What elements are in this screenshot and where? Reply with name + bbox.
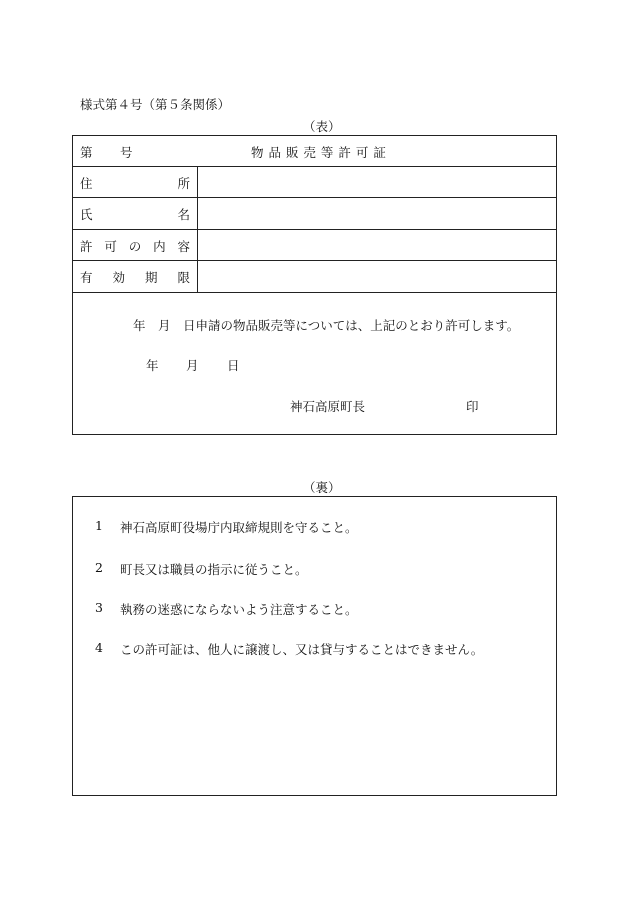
address-label-right: 所 <box>177 176 190 191</box>
name-label <box>80 205 190 223</box>
label-char: 効 <box>112 270 125 285</box>
date-year: 年 <box>146 358 159 373</box>
permit-statement: 年 月 日申請の物品販売等については、上記のとおり許可します。 <box>133 318 520 333</box>
name-label-left: 氏 <box>80 207 93 222</box>
label-char: の <box>128 239 142 254</box>
term-text: 執務の迷惑にならないよう注意すること。 <box>120 602 358 617</box>
address-label <box>80 174 190 192</box>
issuer: 神石高原町長 <box>290 399 366 414</box>
label-char: 有 <box>80 270 93 285</box>
permit-title: 物 品 販 売 等 許 可 証 <box>251 145 387 160</box>
divider <box>72 197 557 198</box>
name-label-right: 名 <box>177 207 190 222</box>
term-number: 4 <box>95 640 103 655</box>
divider <box>72 292 557 293</box>
term-text: この許可証は、他人に譲渡し、又は貸与することはできません。 <box>120 642 484 657</box>
number-label-right: 号 <box>120 145 133 160</box>
term-text: 神石高原町役場庁内取締規則を守ること。 <box>120 520 358 535</box>
term-number: 2 <box>95 560 103 575</box>
term-number: 3 <box>95 600 103 615</box>
divider <box>72 260 557 261</box>
number-label-left: 第 <box>80 145 93 160</box>
column-divider <box>197 166 198 292</box>
label-char: 容 <box>177 239 190 254</box>
divider <box>72 166 557 167</box>
address-label-left: 住 <box>80 176 93 191</box>
term-text: 町長又は職員の指示に従うこと。 <box>120 562 308 577</box>
date-month: 月 <box>186 358 199 373</box>
label-char: 限 <box>177 270 190 285</box>
form-label: 様式第４号（第５条関係） <box>80 97 231 112</box>
validity-label <box>80 268 190 286</box>
label-char: 許 <box>80 239 93 254</box>
back-section-label: （裏） <box>303 480 341 495</box>
label-char: 内 <box>153 239 166 254</box>
label-char: 可 <box>104 239 117 254</box>
front-section-label: （表） <box>303 119 341 134</box>
permit-content-label <box>80 237 190 255</box>
label-char: 期 <box>144 270 158 285</box>
seal-mark: 印 <box>466 399 479 414</box>
divider <box>72 229 557 230</box>
date-day: 日 <box>227 358 240 373</box>
term-number: 1 <box>95 518 103 533</box>
